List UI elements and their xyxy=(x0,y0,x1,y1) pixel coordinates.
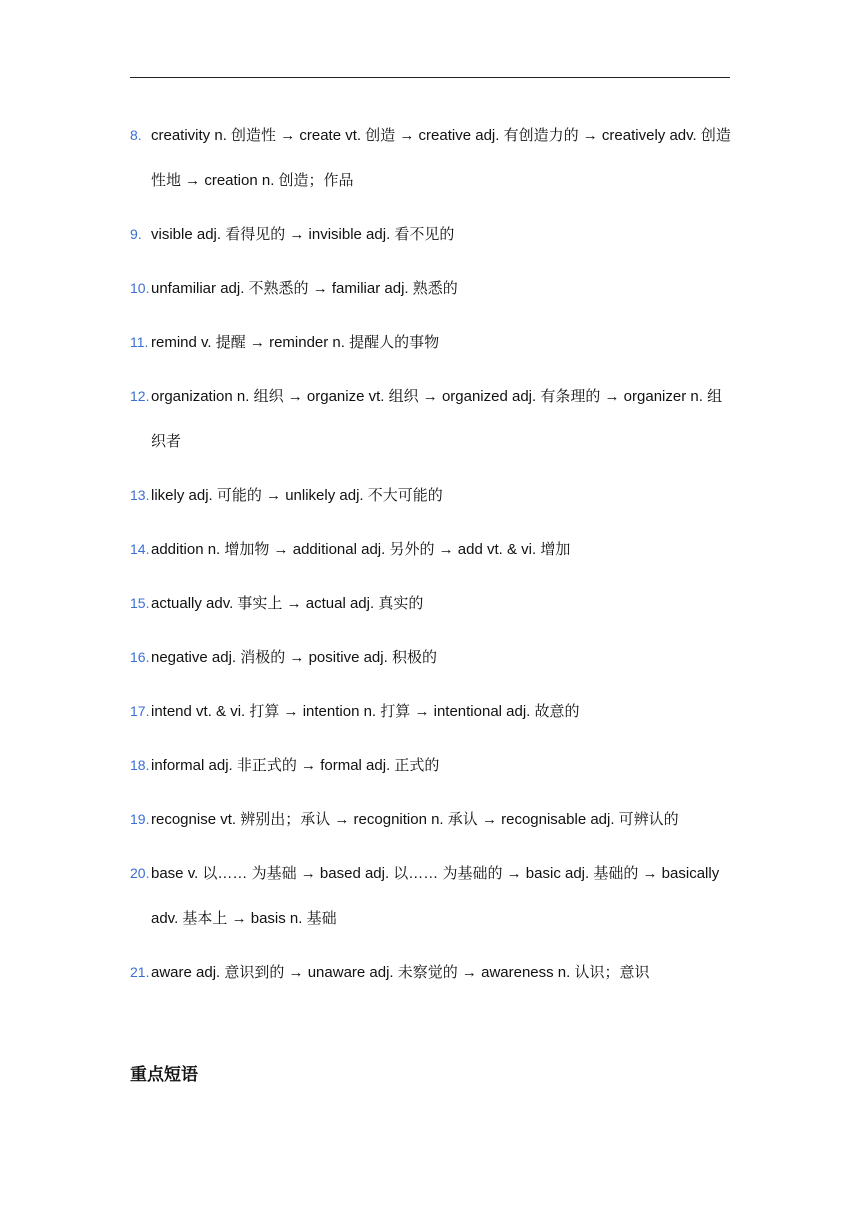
item-text: remind v. 提醒 → reminder n. 提醒人的事物 xyxy=(151,334,440,351)
item-number: 20. xyxy=(130,865,150,881)
item-number: 16. xyxy=(130,649,150,665)
item-number: 19. xyxy=(130,811,150,827)
item-text: actually adv. 事实上 → actual adj. 真实的 xyxy=(151,595,424,612)
list-item xyxy=(130,113,732,203)
list-item xyxy=(130,320,732,365)
item-number: 18. xyxy=(130,757,150,773)
item-text: informal adj. 非正式的 → formal adj. 正式的 xyxy=(151,757,440,774)
item-text: addition n. 增加物 → additional adj. 另外的 → add vt. & vi. 增加 xyxy=(151,541,571,558)
list-item xyxy=(130,743,732,788)
list-item xyxy=(130,374,732,464)
list-item xyxy=(130,635,732,680)
item-number: 13. xyxy=(130,487,150,503)
list-item xyxy=(130,212,732,257)
item-number: 21. xyxy=(130,964,150,980)
section-title: 重点短语 xyxy=(130,1065,198,1084)
item-text: intend vt. & vi. 打算 → intention n. 打算 → intentional adj. 故意的 xyxy=(151,703,580,720)
list-item xyxy=(130,473,732,518)
item-text: base v. 以…… 为基础 → based adj. 以…… 为基础的 → basic adj. 基础的 → basically adv. 基本上 → basis n. 基础 xyxy=(151,865,720,927)
item-text: negative adj. 消极的 → positive adj. 积极的 xyxy=(151,649,437,666)
item-number: 15. xyxy=(130,595,150,611)
item-number: 14. xyxy=(130,541,150,557)
vocabulary-list xyxy=(130,113,732,1004)
item-number: 11. xyxy=(130,334,149,350)
item-number: 12. xyxy=(130,388,150,404)
item-text: unfamiliar adj. 不熟悉的 → familiar adj. 熟悉的 xyxy=(151,280,458,297)
item-number: 8. xyxy=(130,127,142,143)
item-number: 10. xyxy=(130,280,150,296)
item-text: visible adj. 看得见的 → invisible adj. 看不见的 xyxy=(151,226,455,243)
list-item xyxy=(130,266,732,311)
list-item xyxy=(130,950,732,995)
item-text: likely adj. 可能的 → unlikely adj. 不大可能的 xyxy=(151,487,443,504)
list-item xyxy=(130,851,732,941)
list-item xyxy=(130,689,732,734)
item-text: creativity n. 创造性 → create vt. 创造 → creative adj. 有创造力的 → creatively adv. 创造性地 → creation n. 创造；作品 xyxy=(151,127,731,189)
item-text: organization n. 组织 → organize vt. 组织 → organized adj. 有条理的 → organizer n. 组织者 xyxy=(151,388,723,450)
header-rule xyxy=(130,77,730,78)
item-text: aware adj. 意识到的 → unaware adj. 未察觉的 → awareness n. 认识；意识 xyxy=(151,964,650,981)
list-item xyxy=(130,527,732,572)
list-item xyxy=(130,797,732,842)
list-item xyxy=(130,581,732,626)
item-number: 17. xyxy=(130,703,150,719)
item-number: 9. xyxy=(130,226,142,242)
item-text: recognise vt. 辨别出；承认 → recognition n. 承认 → recognisable adj. 可辨认的 xyxy=(151,811,679,828)
